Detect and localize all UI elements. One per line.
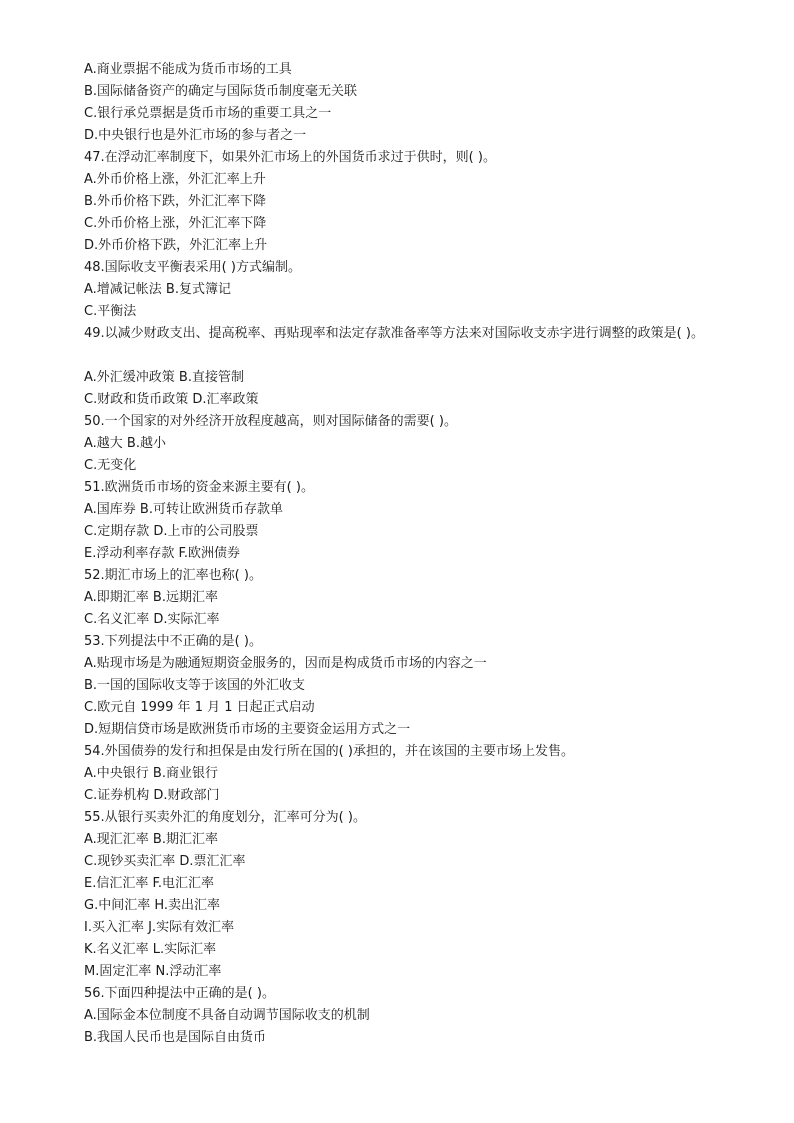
- option-line: E.浮动利率存款 F.欧洲债券: [84, 546, 241, 561]
- option-line: C.财政和货币政策 D.汇率政策: [84, 392, 259, 407]
- option-line: C.证券机构 D.财政部门: [84, 788, 220, 803]
- option-line: B.外币价格下跌，外汇汇率下降: [84, 194, 267, 209]
- question-list: [84, 59, 774, 1049]
- option-line: A.国库券 B.可转让欧洲货币存款单: [84, 502, 283, 517]
- option-line: D.外币价格下跌，外汇汇率上升: [84, 238, 268, 253]
- option-line: B.国际储备资产的确定与国际货币制度毫无关联: [84, 84, 358, 99]
- option-line: A.外汇缓冲政策 B.直接管制: [84, 370, 244, 385]
- option-line: C.外币价格上涨，外汇汇率下降: [84, 216, 267, 231]
- option-line: E.信汇汇率 F.电汇汇率: [84, 876, 215, 891]
- option-line: A.国际金本位制度不具备自动调节国际收支的机制: [84, 1008, 370, 1023]
- question-51: 51.欧洲货币市场的资金来源主要有( )。: [84, 480, 314, 495]
- option-line: B.我国人民币也是国际自由货币: [84, 1030, 267, 1045]
- option-line: M.固定汇率 N.浮动汇率: [84, 964, 222, 979]
- option-line: A.外币价格上涨，外汇汇率上升: [84, 172, 266, 187]
- option-line: A.商业票据不能成为货币市场的工具: [84, 62, 292, 77]
- option-line: C.名义汇率 D.实际汇率: [84, 612, 220, 627]
- option-line: A.贴现市场是为融通短期资金服务的，因而是构成货币市场的内容之一: [84, 656, 487, 671]
- question-48: 48.国际收支平衡表采用( )方式编制。: [84, 260, 301, 275]
- option-line: C.欧元自 1999 年 1 月 1 日起正式启动: [84, 700, 315, 715]
- option-line: D.中央银行也是外汇市场的参与者之一: [84, 128, 307, 143]
- question-56: 56.下面四种提法中正确的是( )。: [84, 986, 275, 1001]
- question-50: 50.一个国家的对外经济开放程度越高，则对国际储备的需要( )。: [84, 414, 457, 429]
- option-line: C.定期存款 D.上市的公司股票: [84, 524, 259, 539]
- option-line: A.增减记帐法 B.复式簿记: [84, 282, 231, 297]
- option-line: K.名义汇率 L.实际汇率: [84, 942, 217, 957]
- question-47: 47.在浮动汇率制度下，如果外汇市场上的外国货币求过于供时，则( )。: [84, 150, 496, 165]
- option-line: A.现汇汇率 B.期汇汇率: [84, 832, 218, 847]
- option-line: A.中央银行 B.商业银行: [84, 766, 218, 781]
- option-line: C.无变化: [84, 458, 137, 473]
- option-line: D.短期信贷市场是欧洲货币市场的主要资金运用方式之一: [84, 722, 411, 737]
- option-line: C.银行承兑票据是货币市场的重要工具之一: [84, 106, 332, 121]
- option-line: C.平衡法: [84, 304, 137, 319]
- option-line: A.越大 B.越小: [84, 436, 166, 451]
- question-53: 53.下列提法中不正确的是( )。: [84, 634, 262, 649]
- blank-line: [84, 345, 774, 367]
- question-55: 55.从银行买卖外汇的角度划分，汇率可分为( )。: [84, 810, 366, 825]
- option-line: B.一国的国际收支等于该国的外汇收支: [84, 678, 306, 693]
- option-line: I.买入汇率 J.实际有效汇率: [84, 920, 235, 935]
- option-line: A.即期汇率 B.远期汇率: [84, 590, 218, 605]
- question-54: 54.外国债券的发行和担保是由发行所在国的( )承担的，并在该国的主要市场上发售。: [84, 744, 574, 759]
- question-52: 52.期汇市场上的汇率也称( )。: [84, 568, 262, 583]
- option-line: G.中间汇率 H.卖出汇率: [84, 898, 221, 913]
- question-49: 49.以减少财政支出、提高税率、再贴现率和法定存款准备率等方法来对国际收支赤字进行调整的政策是( )。: [84, 326, 704, 341]
- option-line: C.现钞买卖汇率 D.票汇汇率: [84, 854, 246, 869]
